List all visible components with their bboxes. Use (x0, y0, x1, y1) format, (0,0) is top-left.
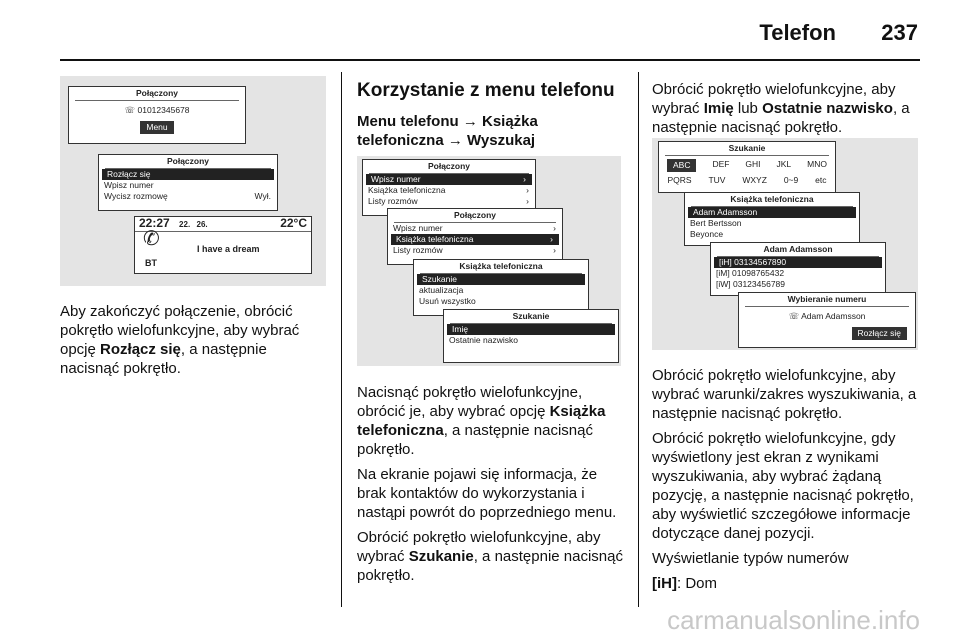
menu-item[interactable]: aktualizacja (419, 285, 464, 295)
figure-phonebook-menus (357, 156, 621, 366)
phone-handset-icon: ✆ (143, 228, 160, 250)
screen-title: Wybieranie numeru (745, 293, 909, 307)
key-abc[interactable]: ABC (667, 159, 696, 172)
page-title: Telefon (759, 20, 836, 45)
screen-title: Połączony (394, 209, 556, 223)
key-mno[interactable]: MNO (807, 159, 827, 169)
hangup-button[interactable]: Rozłącz się (852, 327, 907, 340)
right-column-intro (652, 80, 927, 143)
menu-item-first-name[interactable]: Imię (447, 324, 615, 335)
header-rule (60, 59, 920, 61)
paragraph: Wyświetlanie typów numerów (652, 550, 849, 567)
key-etc[interactable]: etc (815, 175, 827, 185)
mute-state: Wył. (254, 191, 271, 201)
menu-path: Menu telefonu → Książka telefoniczna → Wyszukaj (357, 113, 538, 149)
screen-contact-detail (710, 242, 886, 296)
phone-icon: ☏ (124, 105, 136, 115)
column-divider-2 (638, 72, 639, 607)
figure-search-results (652, 138, 918, 350)
menu-item[interactable]: Usuń wszystko (419, 296, 476, 306)
paragraph: Obrócić pokrętło wielofunkcyjne, aby wybrać warunki/zakres wyszukiwania, a następnie nacisnąć pokrętło. (652, 367, 917, 422)
menu-item-phonebook[interactable]: Książka telefoniczna › (391, 234, 559, 245)
paragraph: [iH]: Dom (652, 575, 718, 592)
screen-connected-2 (387, 208, 563, 265)
key-ghi[interactable]: GHI (745, 159, 761, 169)
contact-item[interactable]: Adam Adamsson (688, 207, 856, 218)
screen-connected (68, 86, 246, 144)
paragraph: Obrócić pokrętło wielofunkcyjne, aby wybrać Imię lub Ostatnie nazwisko, a następnie nacisnąć pokrętło. (652, 81, 910, 136)
bt-label: BT (145, 258, 157, 268)
page-header (0, 0, 960, 60)
screen-search (443, 309, 619, 363)
screen-search-keys (658, 141, 836, 193)
key-def[interactable]: DEF (712, 159, 730, 169)
keys-row-1 (659, 159, 835, 172)
screen-dialing (738, 292, 916, 348)
watermark: carmanualsonline.info (667, 605, 920, 635)
screen-title: Adam Adamsson (717, 243, 879, 257)
paragraph: Na ekranie pojawi się informacja, że brak kontaktów do wykorzystania i nastąpi powrót do poprzedniego menu. (357, 466, 617, 521)
paragraph: Nacisnąć pokrętło wielofunkcyjne, obrócić je, aby wybrać opcję Książka telefoniczna, a następnie nacisnąć pokrętło. (357, 384, 606, 458)
screen-phonebook-list (684, 192, 860, 246)
screen-title: Książka telefoniczna (420, 260, 582, 274)
right-column-text (652, 366, 927, 599)
section-heading: Korzystanie z menu telefonu (357, 80, 615, 101)
middle-column-heading (357, 80, 625, 158)
contact-item[interactable]: Beyonce (690, 229, 724, 239)
menu-item[interactable]: Listy rozmów › (368, 196, 529, 206)
menu-item[interactable]: Listy rozmów › (393, 245, 556, 255)
menu-button[interactable]: Menu (140, 121, 173, 134)
screen-title: Połączony (75, 87, 239, 101)
middle-column-text (357, 383, 625, 591)
menu-item-hangup[interactable]: Rozłącz się (102, 169, 274, 180)
key-wxyz[interactable]: WXYZ (742, 175, 767, 185)
call-number: ☏ 01012345678 (124, 105, 190, 115)
menu-item-mute[interactable]: Wycisz rozmowę Wył. (104, 191, 271, 201)
temperature: 22°C (280, 216, 307, 230)
station-1: 22. (179, 220, 191, 229)
phone-icon: ☏ (788, 311, 800, 321)
number-item[interactable]: [iH] 03134567890 (714, 257, 882, 268)
keys-row-2 (659, 175, 835, 186)
key-tuv[interactable]: TUV (708, 175, 726, 185)
menu-item-last-name[interactable]: Ostatnie nazwisko (449, 335, 518, 345)
number-item[interactable]: [iM] 01098765432 (716, 268, 785, 278)
screen-phonebook (413, 259, 589, 316)
left-column-text (60, 302, 326, 384)
page-number: 237 (881, 20, 918, 45)
menu-item[interactable]: Książka telefoniczna › (368, 185, 529, 195)
menu-item[interactable]: Wpisz numer › (393, 223, 556, 233)
contact-item[interactable]: Bert Bertsson (690, 218, 742, 228)
screen-title: Książka telefoniczna (691, 193, 853, 207)
screen-title: Szukanie (450, 310, 612, 324)
paragraph: Obrócić pokrętło wielofunkcyjne, aby wybrać Szukanie, a następnie nacisnąć pokrętło. (357, 529, 623, 584)
key-pqrs[interactable]: PQRS (667, 175, 692, 185)
key-jkl[interactable]: JKL (776, 159, 792, 169)
screen-title: Połączony (105, 155, 271, 169)
menu-item-search[interactable]: Szukanie (417, 274, 585, 285)
menu-item-dial[interactable]: Wpisz numer (104, 180, 154, 190)
screen-title: Szukanie (665, 142, 829, 156)
screen-title: Połączony (369, 160, 529, 174)
song-title: I have a dream (197, 244, 260, 254)
station-2: 26. (196, 220, 208, 229)
figure-call-screens (60, 76, 326, 286)
number-item[interactable]: [iW] 03123456789 (716, 279, 785, 289)
dialing-contact: ☏ Adam Adamsson (788, 311, 866, 321)
paragraph: Obrócić pokrętło wielofunkcyjne, gdy wyświetlony jest ekran z wynikami wyszukiwania, aby wybrać żądaną pozycję, a następnie nacisnąć pokrętło, aby wyświetlić szczegółowe informacje dotyczące danej pozycji. (652, 430, 914, 542)
screen-connected-menu (98, 154, 278, 211)
menu-item[interactable]: Wpisz numer › (366, 174, 532, 185)
screen-status (134, 216, 312, 274)
hangup-instruction: Aby zakończyć połączenie, obrócić pokrętło wielofunkcyjne, aby wybrać opcję Rozłącz się, a następnie nacisnąć pokrętło. (60, 303, 300, 377)
key-digits[interactable]: 0~9 (783, 175, 799, 185)
clock: 22:27 (139, 216, 170, 230)
column-divider-1 (341, 72, 342, 607)
